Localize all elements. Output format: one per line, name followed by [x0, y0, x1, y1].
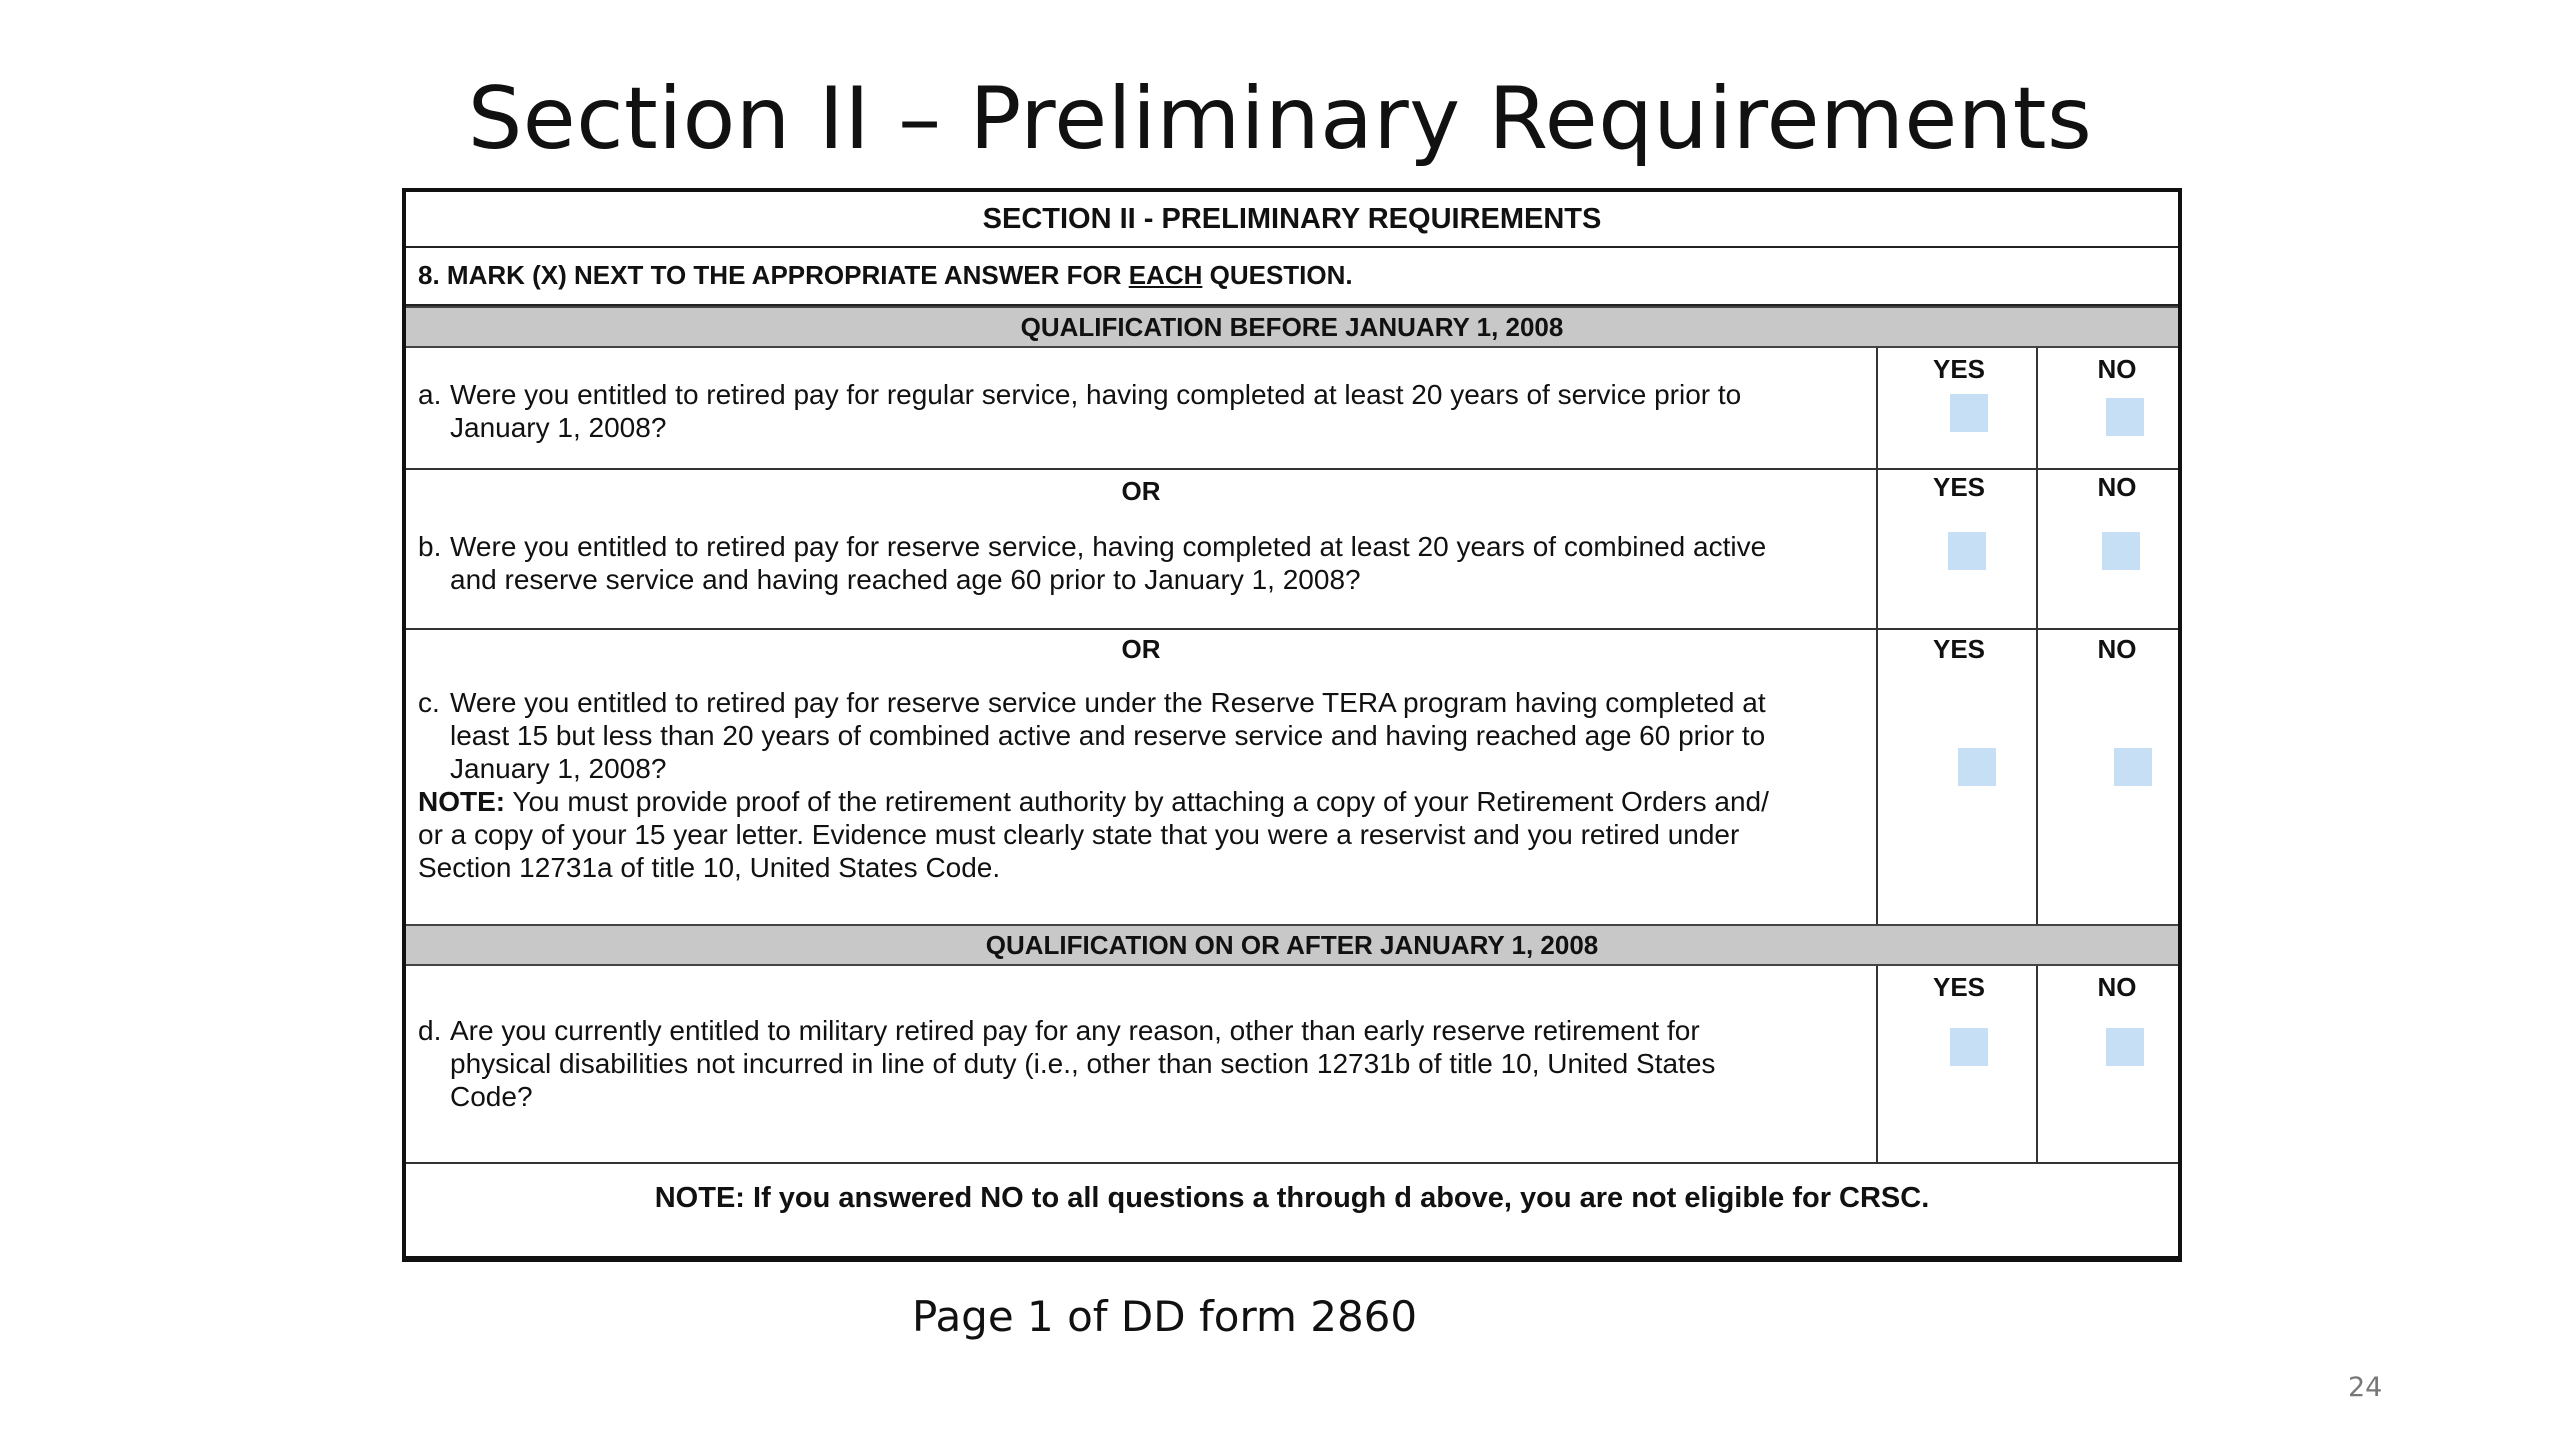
question-b-line2: and reserve service and having reached age 60 prior to January 1, 2008? — [450, 564, 1361, 595]
question-a-line1: Were you entitled to retired pay for regular service, having completed at least 20 years of service prior to — [450, 379, 1742, 410]
instruction-prefix: 8. MARK (X) NEXT TO THE APPROPRIATE ANSWER FOR — [418, 260, 1129, 290]
question-b-line1: Were you entitled to retired pay for reserve service, having completed at least 20 years of combined active — [450, 531, 1767, 562]
divider-final-note — [406, 1162, 2178, 1164]
question-c-note-line1: You must provide proof of the retirement authority by attaching a copy of your Retirement Orders and/ — [505, 786, 1769, 817]
checkbox-a-no[interactable] — [2106, 398, 2144, 436]
dd2860-section-ii-form — [402, 188, 2182, 1262]
yes-header-a: YES — [1932, 354, 1986, 384]
question-d-line2: physical disabilities not incurred in line of duty (i.e., other than section 12731b of title 10, United States — [450, 1048, 1716, 1079]
question-d-line1: Are you currently entitled to military retired pay for any reason, other than early reserve retirement for — [450, 1015, 1700, 1046]
section-header: SECTION II - PRELIMINARY REQUIREMENTS — [406, 192, 2178, 248]
no-header-a: NO — [2097, 354, 2137, 384]
checkbox-b-yes[interactable] — [1948, 532, 1986, 570]
question-d — [418, 1014, 1868, 1113]
question-b — [418, 530, 1868, 596]
or-label-b: OR — [1121, 476, 1161, 506]
question-c-note — [418, 785, 1868, 818]
checkbox-c-yes[interactable] — [1958, 748, 1996, 786]
question-c-note-line3: Section 12731a of title 10, United States Code. — [418, 852, 1001, 883]
question-a-line2: January 1, 2008? — [450, 412, 667, 443]
question-d-letter: d. — [418, 1015, 442, 1046]
question-b-letter: b. — [418, 531, 442, 562]
checkbox-b-no[interactable] — [2102, 532, 2140, 570]
question-c-note-line2: or a copy of your 15 year letter. Evidence must clearly state that you were a reservist and you retired under — [418, 819, 1740, 850]
question-c-line3: January 1, 2008? — [450, 753, 667, 784]
question-c-line2: least 15 but less than 20 years of combined active and reserve service and having reached age 60 prior to — [450, 720, 1766, 751]
band-before-2008: QUALIFICATION BEFORE JANUARY 1, 2008 — [406, 306, 2178, 348]
question-a-letter: a. — [418, 379, 442, 410]
checkbox-d-no[interactable] — [2106, 1028, 2144, 1066]
slide-title: Section II – Preliminary Requirements — [467, 69, 2093, 169]
checkbox-c-no[interactable] — [2114, 748, 2152, 786]
divider-b-c — [406, 628, 2178, 630]
no-header-b: NO — [2097, 472, 2137, 502]
no-header-d: NO — [2097, 972, 2137, 1002]
question-c-note-label: NOTE: — [418, 786, 506, 817]
question-c-letter: c. — [418, 687, 440, 718]
band-after-2008: QUALIFICATION ON OR AFTER JANUARY 1, 2008 — [406, 924, 2178, 966]
or-label-c: OR — [1121, 634, 1161, 664]
slide-caption: Page 1 of DD form 2860 — [912, 1292, 1418, 1341]
no-header-c: NO — [2097, 634, 2137, 664]
yes-header-d: YES — [1932, 972, 1986, 1002]
instruction-line — [406, 246, 2178, 306]
question-c — [418, 686, 1868, 884]
question-d-line3: Code? — [450, 1081, 533, 1112]
instruction-suffix: QUESTION. — [1202, 260, 1353, 290]
final-note: NOTE: If you answered NO to all questions a through d above, you are not eligible for CRSC. — [654, 1182, 1930, 1214]
divider-a-b — [406, 468, 2178, 470]
instruction-emphasis: EACH — [1128, 260, 1203, 290]
question-c-line1: Were you entitled to retired pay for reserve service under the Reserve TERA program having completed at — [450, 687, 1766, 718]
yes-header-c: YES — [1932, 634, 1986, 664]
column-divider-no — [2036, 348, 2038, 924]
checkbox-a-yes[interactable] — [1950, 394, 1988, 432]
yes-header-b: YES — [1932, 472, 1986, 502]
column-divider-no-d — [2036, 966, 2038, 1162]
checkbox-d-yes[interactable] — [1950, 1028, 1988, 1066]
column-divider-yes-d — [1876, 966, 1878, 1162]
column-divider-yes — [1876, 348, 1878, 924]
question-a — [418, 378, 1868, 444]
page-number: 24 — [2348, 1372, 2383, 1403]
